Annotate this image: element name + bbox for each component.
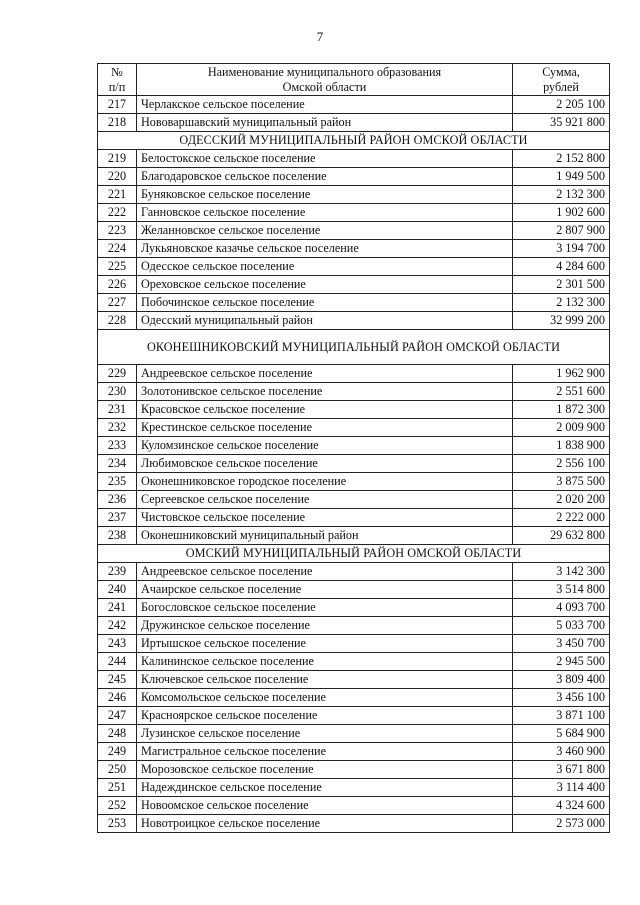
row-number: 246 [98,689,137,707]
row-number: 248 [98,725,137,743]
row-number: 245 [98,671,137,689]
header-sum-line1: Сумма, [542,64,580,79]
table-row [98,455,610,473]
amount: 35 921 800 [513,114,610,132]
amount: 3 671 800 [513,761,610,779]
municipality-name: Белостокское сельское поселение [137,150,513,168]
table-row [98,743,610,761]
row-number: 244 [98,653,137,671]
table-row [98,114,610,132]
amount: 29 632 800 [513,527,610,545]
municipality-name: Надеждинское сельское поселение [137,779,513,797]
row-number: 253 [98,815,137,833]
municipality-name: Калининское сельское поселение [137,653,513,671]
row-number: 224 [98,240,137,258]
amount: 1 902 600 [513,204,610,222]
amount: 2 301 500 [513,276,610,294]
amount: 2 556 100 [513,455,610,473]
municipality-name: Желанновское сельское поселение [137,222,513,240]
amount: 4 093 700 [513,599,610,617]
municipality-name: Оконешниковское городское поселение [137,473,513,491]
amount: 5 684 900 [513,725,610,743]
table-row [98,491,610,509]
row-number: 251 [98,779,137,797]
section-row [98,330,610,365]
municipality-name: Буняковское сельское поселение [137,186,513,204]
page-number: 7 [316,29,324,44]
row-number: 238 [98,527,137,545]
municipality-name: Ганновское сельское поселение [137,204,513,222]
municipality-name: Одесский муниципальный район [137,312,513,330]
amount: 4 284 600 [513,258,610,276]
municipality-name: Ачаирское сельское поселение [137,581,513,599]
amount: 32 999 200 [513,312,610,330]
amount: 3 460 900 [513,743,610,761]
municipality-name: Новотроицкое сельское поселение [137,815,513,833]
table-row [98,312,610,330]
table-row [98,365,610,383]
row-number: 221 [98,186,137,204]
row-number: 230 [98,383,137,401]
amount: 5 033 700 [513,617,610,635]
municipality-name: Комсомольское сельское поселение [137,689,513,707]
municipality-name: Андреевское сельское поселение [137,563,513,581]
header-name [137,64,513,96]
table-row [98,509,610,527]
row-number: 229 [98,365,137,383]
municipality-name: Новоомское сельское поселение [137,797,513,815]
header-num-line2: п/п [108,79,126,94]
amount: 1 838 900 [513,437,610,455]
table-row [98,258,610,276]
table-row [98,581,610,599]
header-sum [513,64,610,96]
table-row [98,401,610,419]
amount: 2 009 900 [513,419,610,437]
municipality-name: Морозовское сельское поселение [137,761,513,779]
municipality-name: Иртышское сельское поселение [137,635,513,653]
municipality-name: Лукьяновское казачье сельское поселение [137,240,513,258]
table-row [98,671,610,689]
amount: 2 205 100 [513,96,610,114]
row-number: 243 [98,635,137,653]
municipality-name: Черлакское сельское поселение [137,96,513,114]
table-row [98,779,610,797]
amount: 3 142 300 [513,563,610,581]
table-row [98,527,610,545]
amount: 2 020 200 [513,491,610,509]
header-num [98,64,137,96]
row-number: 235 [98,473,137,491]
row-number: 228 [98,312,137,330]
header-row [98,64,610,96]
table-row [98,240,610,258]
table-body [98,96,610,833]
row-number: 252 [98,797,137,815]
header-name-line2: Омской области [282,79,367,94]
municipality-name: Красноярское сельское поселение [137,707,513,725]
row-number: 239 [98,563,137,581]
table-row [98,437,610,455]
municipality-name: Куломзинское сельское поселение [137,437,513,455]
amount: 2 152 800 [513,150,610,168]
row-number: 249 [98,743,137,761]
amount: 1 949 500 [513,168,610,186]
table-row [98,204,610,222]
municipality-name: Любимовское сельское поселение [137,455,513,473]
amount: 3 809 400 [513,671,610,689]
row-number: 217 [98,96,137,114]
amount: 2 551 600 [513,383,610,401]
table-row [98,707,610,725]
municipality-name: Благодаровское сельское поселение [137,168,513,186]
header-num-line1: № [111,64,123,79]
table-row [98,653,610,671]
amount: 3 871 100 [513,707,610,725]
row-number: 226 [98,276,137,294]
table-row [98,761,610,779]
municipality-name: Крестинское сельское поселение [137,419,513,437]
municipality-name: Ореховское сельское поселение [137,276,513,294]
table-row [98,725,610,743]
amount: 2 132 300 [513,294,610,312]
amount: 2 573 000 [513,815,610,833]
section-row [98,545,610,563]
table-header [98,64,610,96]
row-number: 236 [98,491,137,509]
row-number: 227 [98,294,137,312]
amount: 3 514 800 [513,581,610,599]
table-row [98,168,610,186]
municipality-name: Красовское сельское поселение [137,401,513,419]
row-number: 234 [98,455,137,473]
municipality-name: Сергеевское сельское поселение [137,491,513,509]
municipality-name: Побочинское сельское поселение [137,294,513,312]
header-sum-line2: рублей [543,79,579,94]
amount: 3 450 700 [513,635,610,653]
row-number: 219 [98,150,137,168]
allocation-table [97,63,610,833]
row-number: 231 [98,401,137,419]
amount: 4 324 600 [513,797,610,815]
table-row [98,689,610,707]
row-number: 225 [98,258,137,276]
amount: 3 875 500 [513,473,610,491]
row-number: 250 [98,761,137,779]
municipality-name: Золотонивское сельское поселение [137,383,513,401]
table-row [98,276,610,294]
municipality-name: Нововаршавский муниципальный район [137,114,513,132]
row-number: 241 [98,599,137,617]
table-row [98,294,610,312]
amount: 2 807 900 [513,222,610,240]
row-number: 240 [98,581,137,599]
table-row [98,617,610,635]
section-row [98,132,610,150]
row-number: 222 [98,204,137,222]
table-row [98,150,610,168]
table-row [98,599,610,617]
table-row [98,797,610,815]
amount: 2 945 500 [513,653,610,671]
table-row [98,419,610,437]
amount: 3 114 400 [513,779,610,797]
amount: 3 456 100 [513,689,610,707]
row-number: 242 [98,617,137,635]
municipality-name: Одесское сельское поселение [137,258,513,276]
table-row [98,563,610,581]
municipality-name: Дружинское сельское поселение [137,617,513,635]
municipality-name: Магистральное сельское поселение [137,743,513,761]
table-row [98,635,610,653]
municipality-name: Ключевское сельское поселение [137,671,513,689]
row-number: 237 [98,509,137,527]
amount: 2 222 000 [513,509,610,527]
municipality-name: Богословское сельское поселение [137,599,513,617]
amount: 1 962 900 [513,365,610,383]
table-row [98,186,610,204]
table-row [98,815,610,833]
amount: 1 872 300 [513,401,610,419]
row-number: 247 [98,707,137,725]
table-row [98,473,610,491]
municipality-name: Андреевское сельское поселение [137,365,513,383]
row-number: 233 [98,437,137,455]
row-number: 232 [98,419,137,437]
table-row [98,383,610,401]
amount: 3 194 700 [513,240,610,258]
row-number: 220 [98,168,137,186]
row-number: 223 [98,222,137,240]
header-name-line1: Наименование муниципального образования [207,64,442,79]
municipality-name: Лузинское сельское поселение [137,725,513,743]
section-title: ОДЕССКИЙ МУНИЦИПАЛЬНЫЙ РАЙОН ОМСКОЙ ОБЛАСТИ [98,132,610,150]
municipality-name: Оконешниковский муниципальный район [137,527,513,545]
row-number: 218 [98,114,137,132]
table-row [98,222,610,240]
section-title: ОМСКИЙ МУНИЦИПАЛЬНЫЙ РАЙОН ОМСКОЙ ОБЛАСТИ [98,545,610,563]
amount: 2 132 300 [513,186,610,204]
section-title: ОКОНЕШНИКОВСКИЙ МУНИЦИПАЛЬНЫЙ РАЙОН ОМСКОЙ ОБЛАСТИ [98,330,610,365]
table-row [98,96,610,114]
municipality-name: Чистовское сельское поселение [137,509,513,527]
